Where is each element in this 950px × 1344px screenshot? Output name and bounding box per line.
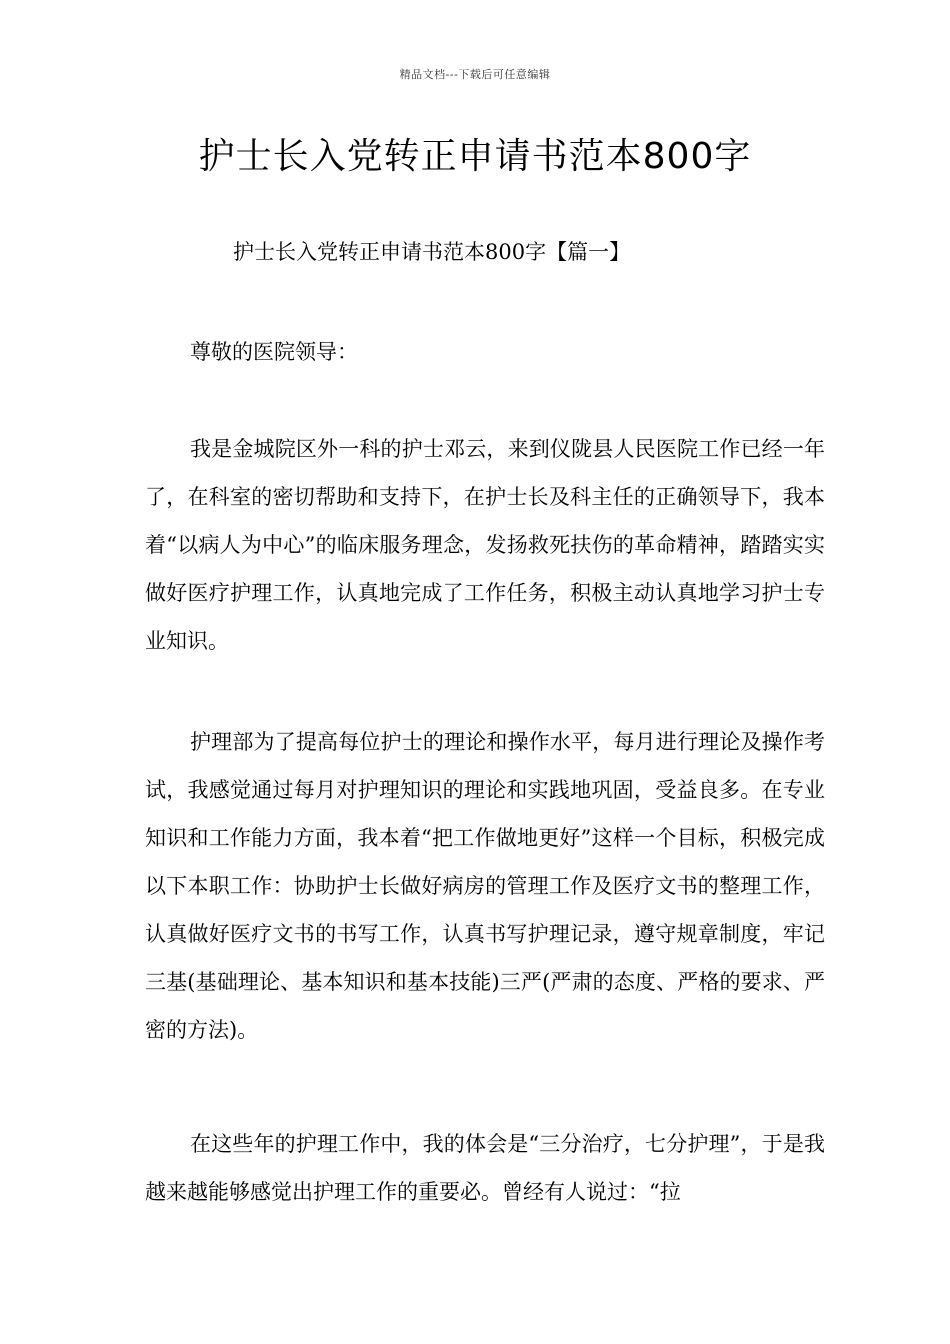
paragraph-1: 我是金城院区外一科的护士邓云，来到仪陇县人民医院工作已经一年了，在科室的密切帮助和支持下，在护士长及科主任的正确领导下，我本着“以病人为中心”的临床服务理念，发扬救死扶伤的革命精神，踏踏实实做好医疗护理工作，认真地完成了工作任务，积极主动认真地学习护士专业知识。	[145, 437, 825, 653]
salutation: 尊敬的医院领导：	[190, 340, 358, 364]
paragraph-3: 在这些年的护理工作中，我的体会是“三分治疗，七分护理”，于是我越来越能够感觉出护理工作的重要必。曾经有人说过：“拉	[145, 1132, 825, 1204]
header-note: 精品文档---下载后可任意编辑	[399, 68, 551, 81]
document-title: 护士长入党转正申请书范本800字	[198, 136, 752, 177]
paragraph-2: 护理部为了提高每位护士的理论和操作水平，每月进行理论及操作考试，我感觉通过每月对护理知识的理论和实践地巩固，受益良多。在专业知识和工作能力方面，我本着“把工作做地更好”这样一个目标，积极完成以下本职工作：协助护士长做好病房的管理工作及医疗文书的整理工作，认真做好医疗文书的书写工作，认真书写护理记录，遵守规章制度，牢记三基(基础理论、基本知识和基本技能)三严(严肃的态度、严格的要求、严密的方法)。	[145, 730, 825, 1042]
section-subtitle: 护士长入党转正申请书范本800字【篇一】	[233, 240, 631, 264]
